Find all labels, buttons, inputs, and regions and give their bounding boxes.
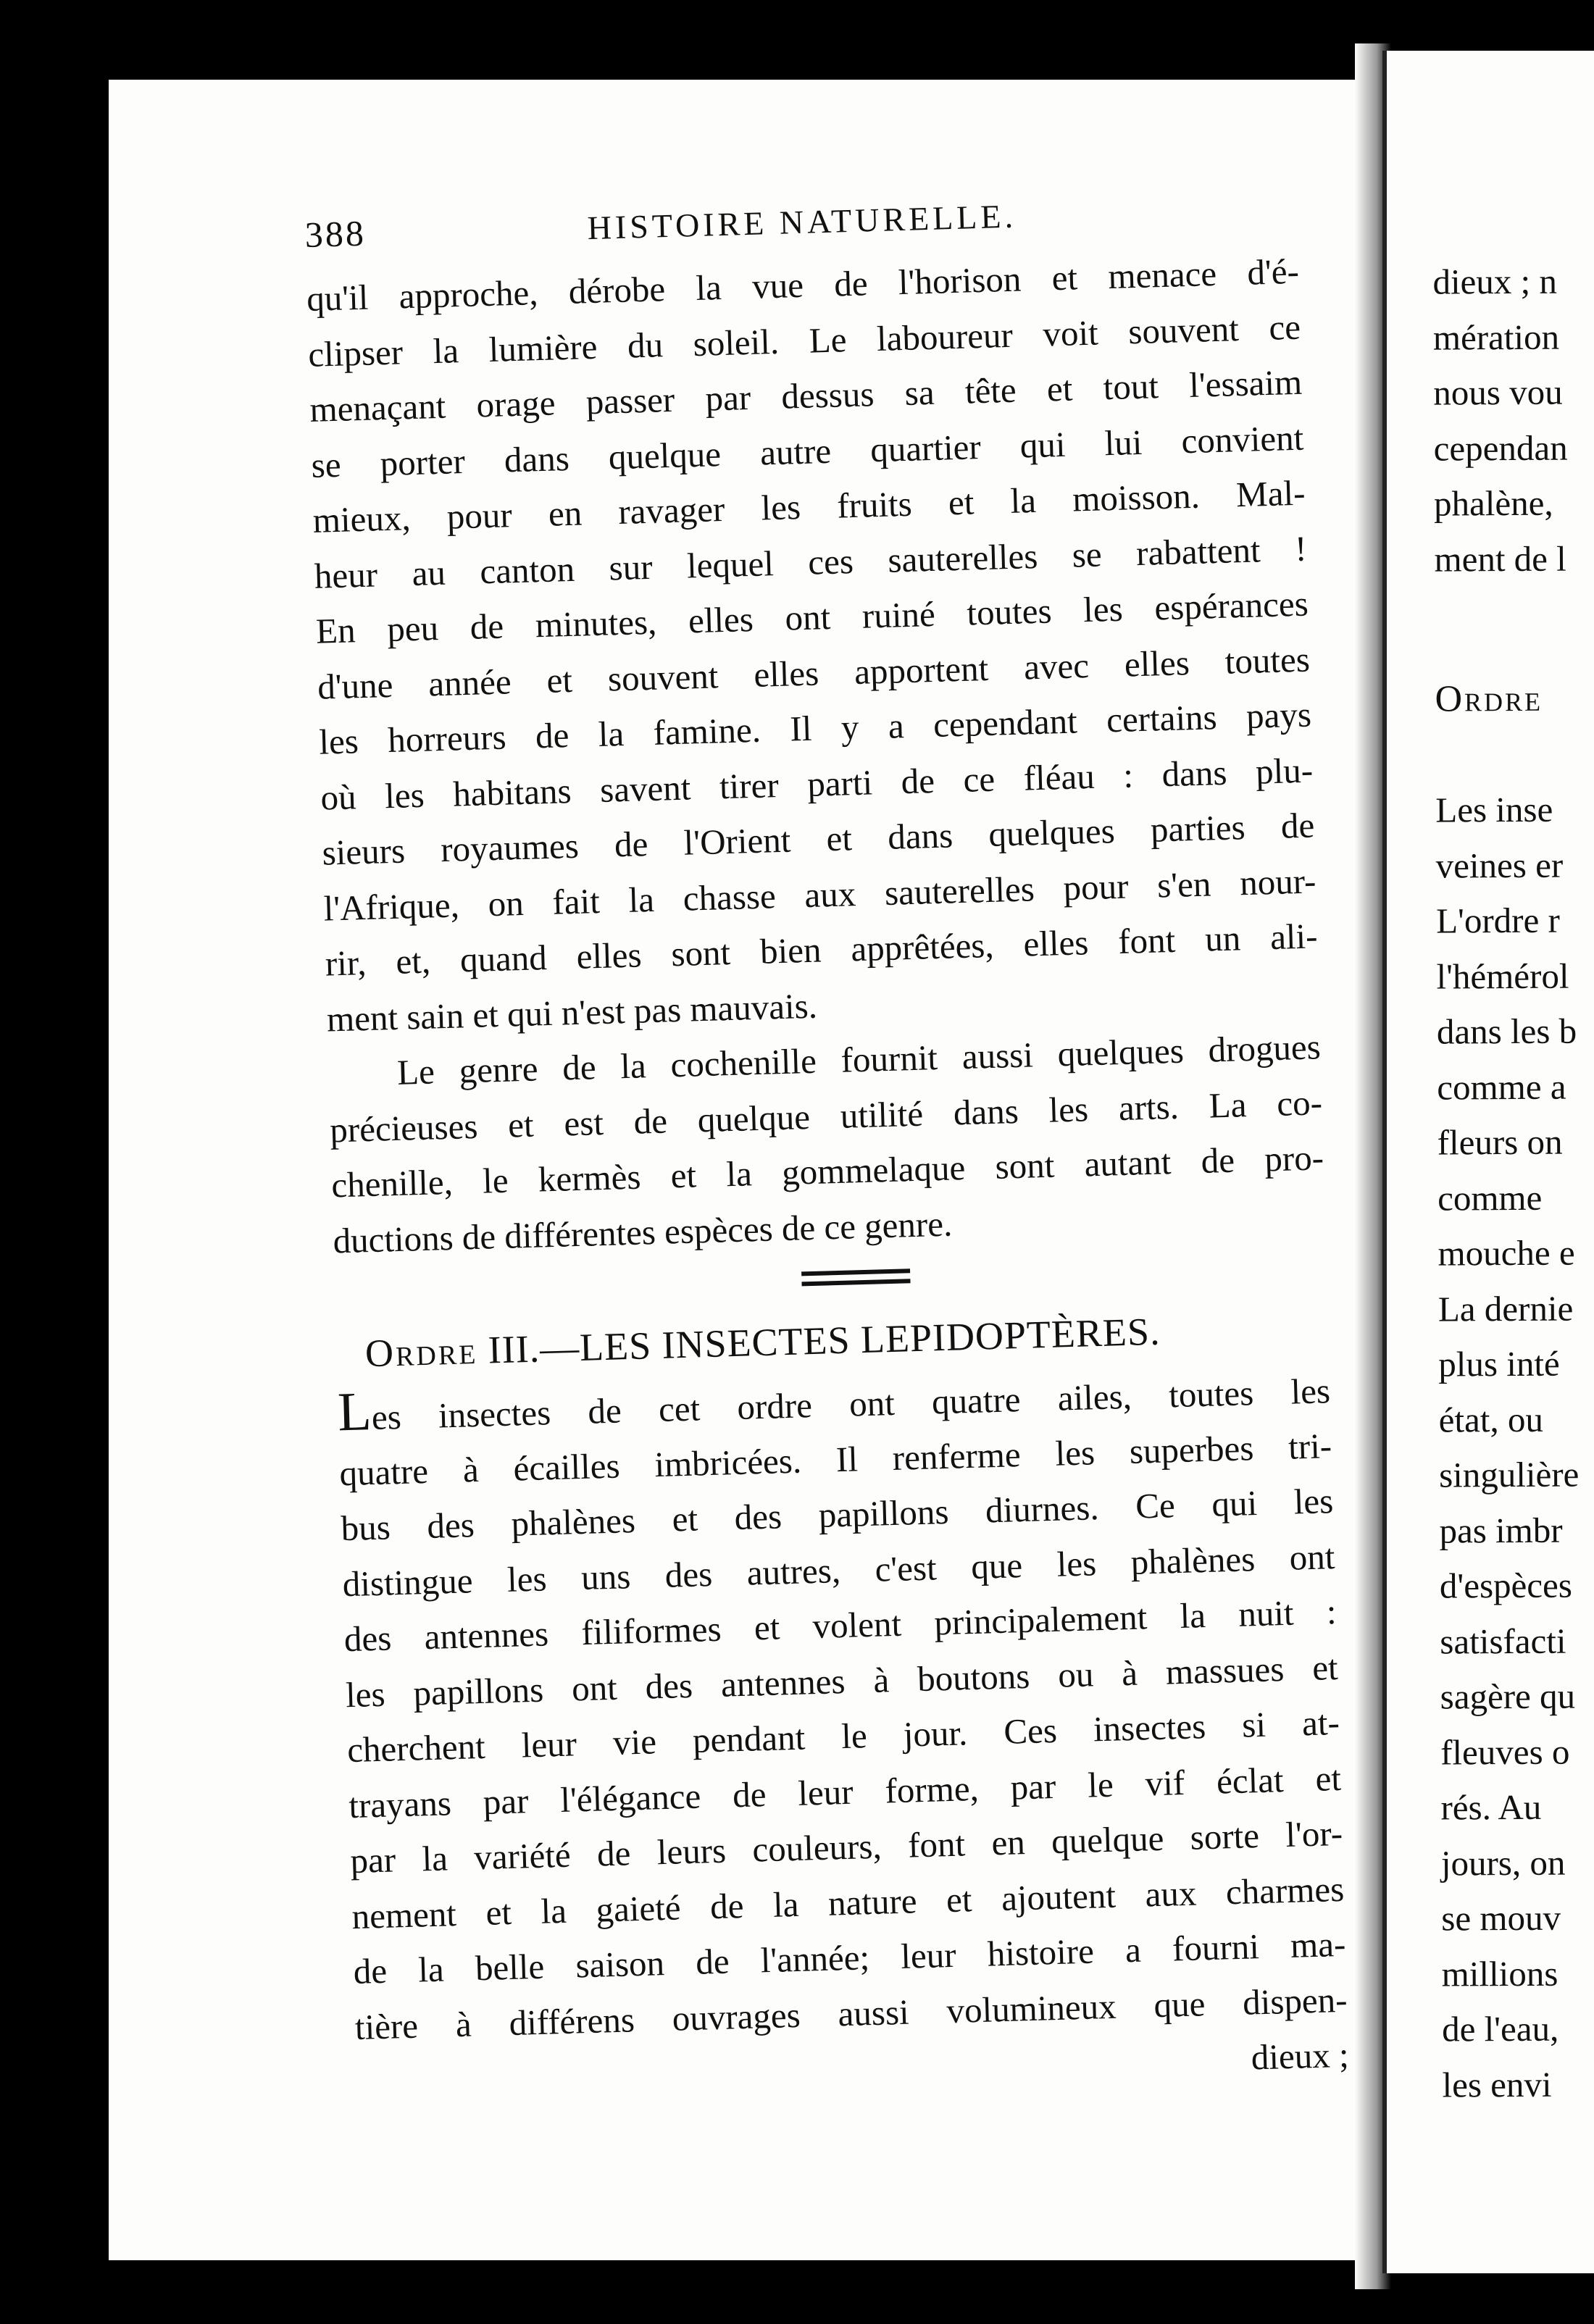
right-text-line: millions [1441, 1953, 1558, 1994]
right-text-line: mouche e [1437, 1232, 1575, 1274]
right-section-heading: Ordre [1435, 677, 1543, 720]
paragraph-cochineal [327, 1019, 1326, 1268]
right-text-line: de l'eau, [1441, 2008, 1559, 2049]
text-line: ductions de différentes espèces de ce genre. [332, 1203, 953, 1261]
right-text-line: mération [1432, 317, 1560, 358]
right-text-line: fleurs on [1437, 1121, 1563, 1163]
right-text-line: L'ordre r [1435, 900, 1560, 941]
right-text-line: état, ou [1438, 1399, 1544, 1440]
right-text-line: satisfacti [1440, 1621, 1566, 1662]
paragraph-locusts [306, 244, 1319, 1048]
text-line: rir, et, quand elles sont bien apprêtées, elles font un ali- [325, 916, 1319, 984]
running-head-title: HISTOIRE NATURELLE. [586, 197, 1017, 247]
text-line: ment sain et qui n'est pas mauvais. [326, 985, 818, 1040]
text-line: où les habitans savent tirer parti de ce fléau : dans plu- [320, 749, 1314, 818]
text-line: d'une année et souvent elles apportent avec elles toutes [317, 639, 1311, 707]
text-line: quatre à écailles imbricées. Il renferme les superbes tri- [338, 1425, 1332, 1493]
text-line: En peu de minutes, elles ont ruiné toutes les espérances [315, 583, 1309, 651]
catchword: dieux ; [1251, 2034, 1350, 2078]
right-text-line: dieux ; n [1432, 261, 1558, 302]
right-text-line: dans les b [1436, 1011, 1577, 1052]
text-line: menaçant orage passer par dessus sa tête et tout l'essaim [309, 361, 1303, 430]
text-line: précieuses et est de quelque utilité dans les arts. La co- [329, 1082, 1323, 1150]
text-line: bus des phalènes et des papillons diurnes. Ce qui les [340, 1481, 1334, 1549]
text-line: mieux, pour en ravager les fruits et la moisson. Mal- [312, 472, 1306, 540]
right-text-line: rés. Au [1440, 1786, 1542, 1828]
right-text-line: phalène, [1433, 482, 1553, 524]
right-text-line: plus inté [1438, 1343, 1560, 1384]
right-page [1382, 51, 1594, 2273]
paragraph-lepidoptera [337, 1363, 1348, 2055]
right-text-line: pas imbr [1439, 1510, 1563, 1551]
text-line: tière à différens ouvrages aussi volumineux que dispen- [354, 1979, 1348, 2047]
section-divider [801, 1268, 910, 1286]
right-text-line: d'espèces [1439, 1565, 1573, 1606]
text-line: heur au canton sur lequel ces sauterelles se rabattent ! [314, 528, 1308, 596]
right-text-line: jours, on [1440, 1842, 1566, 1884]
text-line: par la variété de leurs couleurs, font en quelque sorte l'or- [349, 1813, 1343, 1881]
right-text-line: nous vou [1433, 372, 1563, 413]
page-number: 388 [304, 212, 367, 255]
text-line: cherchent leur vie pendant le jour. Ces insectes si at- [346, 1702, 1340, 1771]
right-text-line: Les inse [1435, 789, 1553, 830]
text-line: de la belle saison de l'année; leur histoire a fourni ma- [353, 1923, 1347, 1992]
right-text-line: l'hémérol [1436, 956, 1569, 997]
section-heading-ordre: Ordre [364, 1328, 479, 1376]
text-line: se porter dans quelque autre quartier qui lui convient [310, 417, 1304, 485]
text-line: les papillons ont des antennes à boutons ou à massues et [345, 1647, 1339, 1715]
text-line: des antennes filiformes et volent principalement la nuit : [343, 1591, 1338, 1660]
right-text-line: se mouv [1441, 1897, 1561, 1939]
right-text-line: ment de l [1434, 538, 1566, 580]
right-text-line: comme [1437, 1177, 1543, 1219]
text-line: les horreurs de la famine. Il y a cependant certains pays [318, 694, 1312, 762]
text-line: distingue les uns des autres, c'est que les phalènes ont [342, 1536, 1336, 1604]
text-line: qu'il approche, dérobe la vue de l'horison et menace d'é- [306, 251, 1300, 319]
text-line: trayans par l'élégance de leur forme, par le vif éclat et [348, 1757, 1342, 1826]
right-text-line: sagère qu [1440, 1676, 1576, 1717]
left-page [109, 80, 1385, 2260]
right-text-line: veines er [1435, 845, 1564, 886]
right-text-line: fleuves o [1440, 1731, 1570, 1773]
right-text-line: La dernie [1437, 1288, 1574, 1329]
text-line: Le genre de la cochenille fournit aussi quelques drogues [396, 1027, 1322, 1092]
right-text-line: les envi [1442, 2064, 1552, 2105]
text-line: nement et la gaieté de la nature et ajoutent aux charmes [351, 1868, 1345, 1936]
right-text-line: comme a [1437, 1066, 1566, 1108]
drop-cap: L [337, 1381, 372, 1443]
text-line: sieurs royaumes de l'Orient et dans quelques parties de [321, 805, 1315, 873]
text-line: chenille, le kermès et la gommelaque sont autant de pro- [330, 1137, 1324, 1205]
section-heading-title: III.—LES INSECTES LEPIDOPTÈRES. [487, 1309, 1161, 1372]
text-line: clipser la lumière du soleil. Le laboureur voit souvent ce [307, 306, 1301, 375]
left-page-content [304, 182, 1385, 2110]
right-page-content [1432, 252, 1594, 2112]
first-line-rest: es insectes de cet ordre ont quatre ailes, toutes les [371, 1371, 1331, 1438]
text-line: l'Afrique, on fait la chasse aux sauterelles pour s'en nour- [323, 860, 1317, 929]
right-text-line: cependan [1433, 427, 1568, 469]
right-text-line: singulière [1438, 1454, 1580, 1495]
